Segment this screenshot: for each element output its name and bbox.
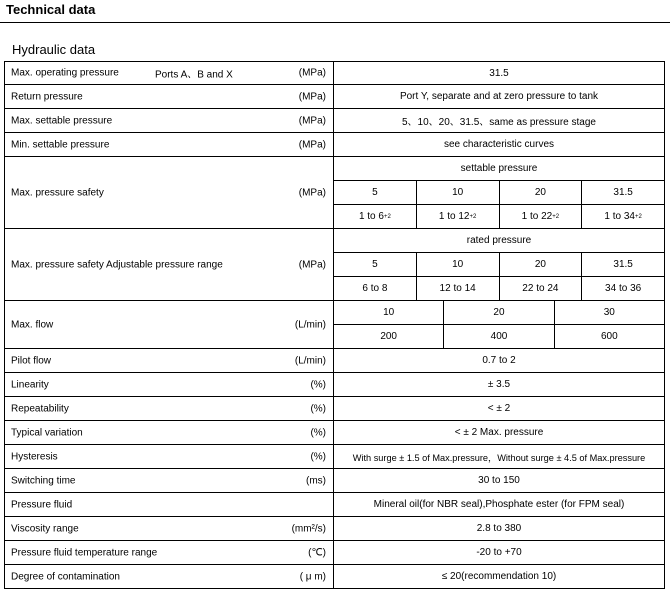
row-unit: (L/min) <box>294 319 326 330</box>
row-label: Viscosity range <box>11 523 79 534</box>
table-row <box>4 349 665 373</box>
row-value: 31.5 <box>333 62 664 84</box>
table-row <box>4 493 665 517</box>
row-label: Max. pressure safety Adjustable pressure range <box>11 259 223 270</box>
range-cell: 34 to 36 <box>581 277 664 300</box>
stage-cell: 5 <box>372 259 378 270</box>
row-value-grid <box>333 157 664 228</box>
row-label: Pressure fluid temperature range <box>11 547 158 558</box>
row-label: Pressure fluid <box>11 499 73 510</box>
stage-cell: 10 <box>416 181 499 204</box>
row-label: Pilot flow <box>11 355 52 366</box>
row-value: 0.7 to 2 <box>333 349 664 372</box>
stage-cell: 20 <box>499 253 582 276</box>
stage-cell: 20 <box>499 181 582 204</box>
table-row <box>4 421 665 445</box>
row-label: Max. operating pressure <box>11 67 119 79</box>
sub-header: rated pressure <box>466 235 532 246</box>
table-row <box>4 373 665 397</box>
row-label: Max. settable pressure <box>11 115 113 126</box>
row-unit: (%) <box>310 451 326 462</box>
table-row <box>4 229 665 301</box>
row-unit: (L/min) <box>294 355 326 366</box>
table-row <box>4 517 665 541</box>
table-row <box>4 301 665 349</box>
section-title: Hydraulic data <box>12 42 96 57</box>
row-label: Linearity <box>11 379 49 390</box>
range-cell: 12 to 14 <box>416 277 499 300</box>
flow-cell: 400 <box>443 325 553 348</box>
row-value: -20 to +70 <box>333 541 664 564</box>
range-cell: 22 to 24 <box>499 277 582 300</box>
table-row <box>4 565 665 589</box>
row-unit: (℃) <box>308 547 326 558</box>
stage-cell: 31.5 <box>581 181 664 204</box>
row-value: 30 to 150 <box>333 469 664 492</box>
size-cell: 30 <box>554 301 664 324</box>
row-value: see characteristic curves <box>333 133 664 156</box>
table-row <box>4 157 665 229</box>
row-label: Repeatability <box>11 403 69 414</box>
row-unit: (MPa) <box>298 91 326 102</box>
row-unit: ( μ m) <box>299 571 326 582</box>
table-row <box>4 61 665 85</box>
row-label: Return pressure <box>11 91 83 102</box>
row-value: ≤ 20(recommendation 10) <box>333 565 664 588</box>
row-value: ± 3.5 <box>333 373 664 396</box>
table-row <box>4 397 665 421</box>
page-title: Technical data <box>6 2 96 17</box>
row-label: Switching time <box>11 475 76 486</box>
row-value-grid <box>333 229 664 300</box>
range-cell: 1 to 12 +2 <box>416 205 499 228</box>
row-value: Port Y, separate and at zero pressure to tank <box>333 85 664 108</box>
table-row <box>4 445 665 469</box>
row-label: Min. settable pressure <box>11 139 110 150</box>
table-row <box>4 85 665 109</box>
row-label: Max. flow <box>11 319 54 330</box>
title-divider <box>0 22 670 23</box>
range-cell: 6 to 8 <box>362 283 388 294</box>
row-sublabel: Ports A、B and X <box>155 69 233 81</box>
row-unit: (ms) <box>306 475 326 486</box>
row-unit: (mm²/s) <box>291 523 326 534</box>
row-label: Max. pressure safety <box>11 187 104 198</box>
row-label: Typical variation <box>11 427 83 438</box>
stage-cell: 10 <box>416 253 499 276</box>
table-row <box>4 133 665 157</box>
row-unit: (MPa) <box>298 259 326 270</box>
sub-header: settable pressure <box>460 163 538 174</box>
hydraulic-data-table <box>4 61 665 589</box>
range-cell: 1 to 34 +2 <box>581 205 664 228</box>
row-value: 5、10、20、31.5、same as pressure stage <box>333 109 664 132</box>
row-value: < ± 2 <box>333 397 664 420</box>
stage-cell: 5 <box>372 187 378 198</box>
table-row <box>4 541 665 565</box>
row-value-grid <box>333 301 664 348</box>
row-label: Degree of contamination <box>11 571 120 582</box>
row-unit: (MPa) <box>298 187 326 198</box>
row-unit: (MPa) <box>298 67 326 79</box>
table-row <box>4 469 665 493</box>
table-row <box>4 109 665 133</box>
row-unit: (%) <box>310 379 326 390</box>
row-value: 2.8 to 380 <box>333 517 664 540</box>
stage-cell: 31.5 <box>581 253 664 276</box>
row-unit: (MPa) <box>298 115 326 126</box>
flow-cell: 200 <box>380 331 397 342</box>
row-value: With surge ± 1.5 of Max.pressure，Without surge ± 4.5 of Max.pressure <box>333 445 664 468</box>
row-label: Hysteresis <box>11 451 58 462</box>
range-cell: 1 to 6 +2 <box>358 211 391 222</box>
range-cell: 1 to 22 +2 <box>499 205 582 228</box>
row-unit: (MPa) <box>298 139 326 150</box>
size-cell: 20 <box>443 301 553 324</box>
flow-cell: 600 <box>554 325 664 348</box>
row-unit: (%) <box>310 427 326 438</box>
row-unit: (%) <box>310 403 326 414</box>
size-cell: 10 <box>383 307 395 318</box>
row-value: Mineral oil(for NBR seal),Phosphate ester (for FPM seal) <box>333 493 664 516</box>
row-value: < ± 2 Max. pressure <box>333 421 664 444</box>
